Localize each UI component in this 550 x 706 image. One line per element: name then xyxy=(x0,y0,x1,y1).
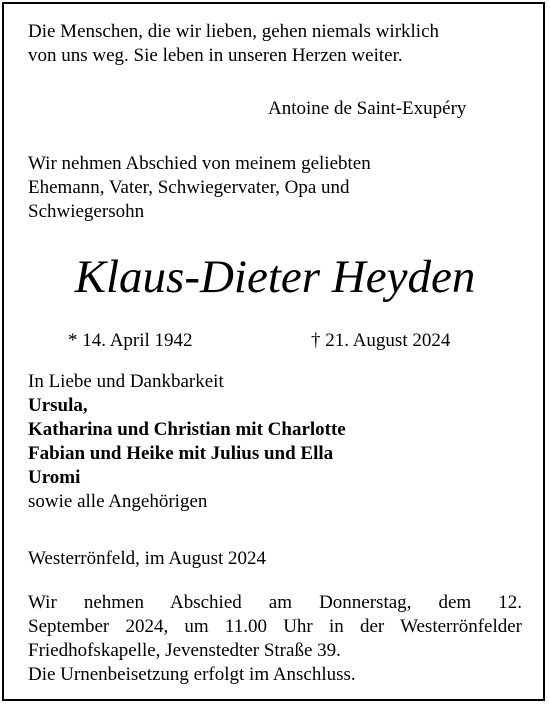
service-line: Die Urnenbeisetzung erfolgt im Anschluss. xyxy=(28,664,356,685)
service-line: Wir nehmen Abschied am Donnerstag, dem 12. xyxy=(28,592,522,613)
service-info xyxy=(28,591,522,687)
birth-date: * 14. April 1942 xyxy=(68,330,193,351)
mourners-closing: sowie alle Angehörigen xyxy=(28,491,208,512)
quote-author: Antoine de Saint-Exupéry xyxy=(268,98,467,119)
mourner-name: Ursula, xyxy=(28,395,88,416)
place-date: Westerrönfeld, im August 2024 xyxy=(28,548,267,569)
farewell-line: Schwiegersohn xyxy=(28,201,145,222)
service-line: September 2024, um 11.00 Uhr in der Westerrönfelder xyxy=(28,616,522,637)
mourner-name: Fabian und Heike mit Julius und Ella xyxy=(28,443,334,464)
mourners-intro: In Liebe und Dankbarkeit xyxy=(28,371,224,392)
service-line: Friedhofskapelle, Jevenstedter Straße 39. xyxy=(28,640,341,661)
quote-line: von uns weg. Sie leben in unseren Herzen weiter. xyxy=(28,45,403,66)
death-date: † 21. August 2024 xyxy=(311,330,451,351)
mourners xyxy=(28,370,346,514)
mourner-name: Uromi xyxy=(28,467,81,488)
quote xyxy=(28,20,439,68)
farewell-text xyxy=(28,152,371,224)
farewell-line: Ehemann, Vater, Schwiegervater, Opa und xyxy=(28,177,350,198)
quote-line: Die Menschen, die wir lieben, gehen niemals wirklich xyxy=(28,21,440,42)
mourner-name: Katharina und Christian mit Charlotte xyxy=(28,419,346,440)
farewell-line: Wir nehmen Abschied von meinem geliebten xyxy=(28,153,371,174)
deceased-name: Klaus-Dieter Heyden xyxy=(74,251,476,303)
